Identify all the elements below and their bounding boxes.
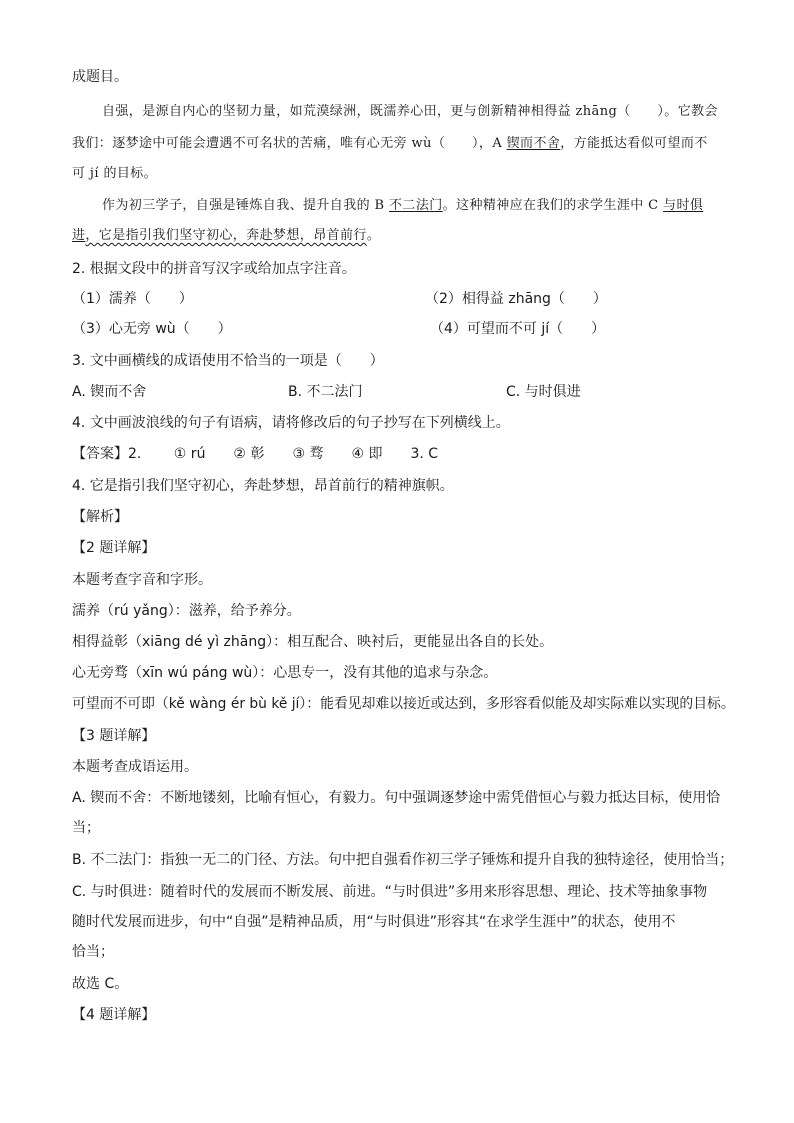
underlined-idiom-c-end: 进 <box>72 228 86 243</box>
analysis-line: 本题考查字音和字形。 <box>72 572 212 588</box>
analysis-line: 恰当； <box>72 944 114 960</box>
passage-text: 我们：逐梦途中可能会遭遇不可名状的苦痛，唯有心无旁 wù（ ），A <box>72 136 507 151</box>
passage-line <box>72 132 708 151</box>
analysis-line: C. 与时俱进：随着时代的发展而不断发展、前进。“与时俱进”多用来形容思想、理论、技术等抽象事物 <box>72 884 708 900</box>
section-header: 【3 题详解】 <box>72 728 156 744</box>
passage-line: 成题目。 <box>72 69 128 85</box>
analysis-line: 故选 C。 <box>72 976 129 992</box>
passage-line: 可 jí 的目标。 <box>72 166 158 181</box>
analysis-line: A. 锲而不舍：不断地镂刻，比喻有恒心，有毅力。句中强调逐梦途中需凭借恒心与毅力抵达目标，使用恰 <box>72 790 721 806</box>
analysis-line: B. 不二法门：指独一无二的门径、方法。句中把自强看作初三学子锤炼和提升自我的独特途径，使用恰当； <box>72 852 734 868</box>
analysis-header: 【解析】 <box>72 509 128 525</box>
question-2: 2. 根据文段中的拼音写汉字或给加点字注音。 <box>72 261 356 277</box>
analysis-line: 相得益彰（xiāng dé yì zhāng）：相互配合、映衬后，更能显出各自的长处。 <box>72 634 554 650</box>
wavy-sentence: ，它是指引我们坚守初心，奔赴梦想，昂首前行 <box>85 228 367 243</box>
question-3: 3. 文中画横线的成语使用不恰当的一项是（ ） <box>72 353 384 369</box>
analysis-line: 可望而不可即（kě wàng ér bù kě jí）：能看见却难以接近或达到，多形容看似能及却实际难以实现的目标。 <box>72 696 735 712</box>
question-3-option-c: C. 与时俱进 <box>506 384 581 400</box>
analysis-line: 心无旁骛（xīn wú páng wù）：心思专一，没有其他的追求与杂念。 <box>72 665 498 681</box>
passage-line: 自强，是源自内心的坚韧力量，如荒漠绿洲，既濡养心田，更与创新精神相得益 zhāng（ ）。它教会 <box>102 104 718 119</box>
passage-text: 作为初三学子，自强是锤炼自我、提升自我的 B <box>102 198 390 213</box>
passage-line <box>72 224 380 243</box>
question-3-option-a: A. 锲而不舍 <box>72 384 147 400</box>
analysis-line: 当； <box>72 820 100 836</box>
answer-line: 4. 它是指引我们坚守初心，奔赴梦想，昂首前行的精神旗帜。 <box>72 478 454 494</box>
analysis-line: 随时代发展而进步，句中“自强”是精神品质，用“与时俱进”形容其“在求学生涯中”的状态，使用不 <box>72 914 676 930</box>
underlined-idiom-b: 不二法门 <box>389 198 443 213</box>
question-3-option-b: B. 不二法门 <box>288 384 363 400</box>
question-4: 4. 文中画波浪线的句子有语病，请将修改后的句子抄写在下列横线上。 <box>72 415 510 431</box>
question-2-item-4: （4）可望而不可 jí（ ） <box>430 321 606 337</box>
question-2-item-2: （2）相得益 zhāng（ ） <box>425 291 607 307</box>
passage-text: 。这种精神应在我们的求学生涯中 C <box>442 198 664 213</box>
section-header: 【2 题详解】 <box>72 540 156 556</box>
underlined-idiom-a: 锲而不舍 <box>506 136 561 151</box>
question-2-item-3: （3）心无旁 wù（ ） <box>72 321 232 337</box>
answer-line: 【答案】2. ① rú ② 彰 ③ 骛 ④ 即 3. C <box>72 446 439 462</box>
analysis-line: 濡养（rú yǎng）：滋养，给予养分。 <box>72 603 301 619</box>
question-2-item-1: （1）濡养（ ） <box>72 291 193 307</box>
passage-text: 。 <box>366 228 381 243</box>
underlined-idiom-c: 与时俱 <box>663 198 704 213</box>
analysis-line: 本题考查成语运用。 <box>72 759 198 775</box>
passage-line <box>102 194 703 213</box>
section-header: 【4 题详解】 <box>72 1007 156 1023</box>
passage-text: ，方能抵达看似可望而不 <box>560 136 708 151</box>
